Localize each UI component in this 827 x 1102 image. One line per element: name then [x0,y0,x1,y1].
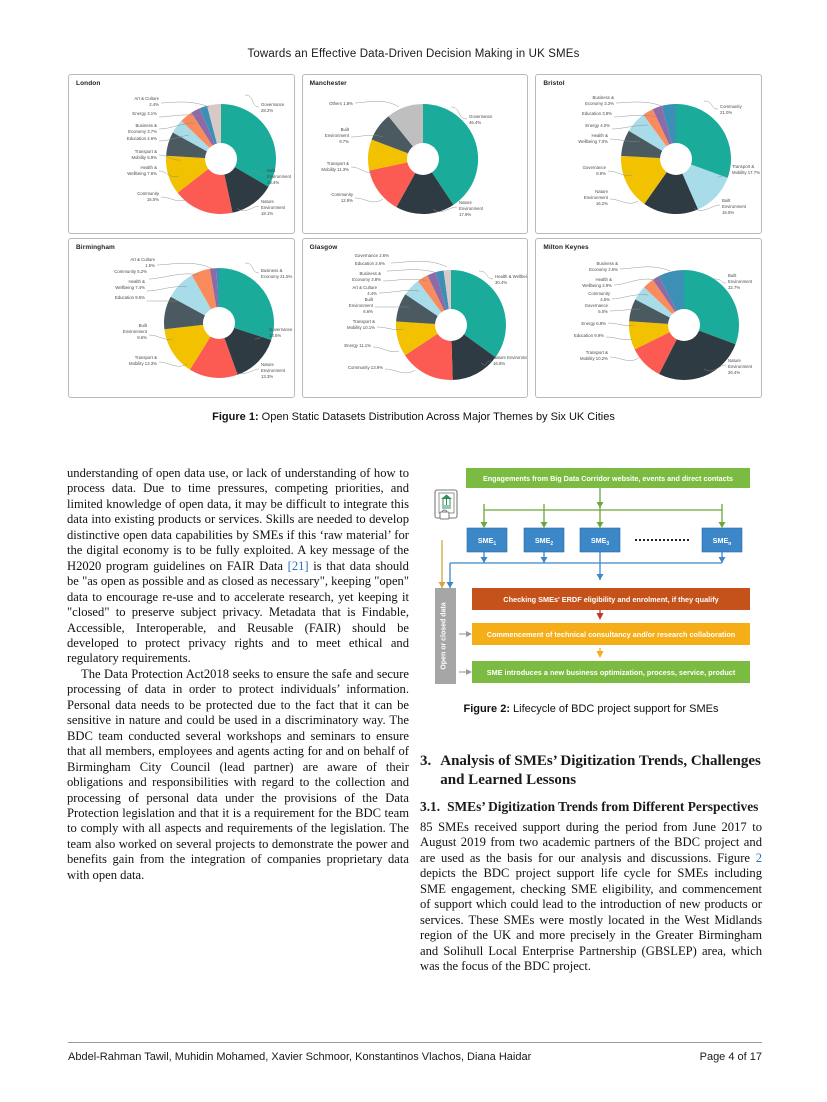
svg-text:2.4%: 2.4% [149,102,159,107]
label-glasgow-health: Health & Wellbeing [494,274,531,279]
svg-text:12.9%: 12.9% [340,198,353,203]
svg-text:16.2%: 16.2% [596,201,609,206]
node-open-or-closed-data-label: Open or closed data [440,602,448,670]
citation-21[interactable]: [21] [287,558,309,573]
svg-text:Environment: Environment [261,368,286,373]
left-para-1-b: is that data should be "as open as possible and as closed as necessary", keeping "open" data to encourage re-use and to accelerate research, yet keeping it "closed" to preserve subject privacy. Metadata that is Findable, Accessible, Interoperable, and Reusable (FAIR) should be developed to protect privacy rights and to meet ethical and regulatory requirements. [67,558,409,666]
label-bristol-community: Community [720,104,743,109]
panel-title-london: London [76,80,101,87]
label-london-business: Business & [135,123,157,128]
label-bristol-transport: Transport & [732,164,755,169]
pie-chart-bristol [536,75,762,234]
svg-text:9.6%: 9.6% [137,335,147,340]
label-london-built: Built [267,168,276,173]
label-birmingham-community: Community 5.2% [114,269,147,274]
pie-chart-birmingham [69,239,295,398]
svg-text:Wellbeing 7.0%: Wellbeing 7.0% [578,139,609,144]
svg-text:1.5%: 1.5% [145,263,155,268]
svg-text:Mobility 5.9%: Mobility 5.9% [131,155,157,160]
left-paragraph-1 [67,466,409,667]
node-engagements-label: Engagements from Big Data Corridor website, events and direct contacts [482,474,734,483]
label-bristol-built: Built [722,198,731,203]
panel-title-glasgow: Glasgow [309,244,338,251]
svg-text:Economy 2.6%: Economy 2.6% [589,267,619,272]
svg-text:Mobility 13.3%: Mobility 13.3% [129,361,157,366]
svg-text:19.4%: 19.4% [267,180,280,185]
label-birmingham-education: Education 9.6% [114,295,145,300]
label-birmingham-art: Art & Culture [130,257,155,262]
svg-text:17.9%: 17.9% [458,212,471,217]
figure-2-diagram [432,462,762,688]
svg-text:Wellbeing 7.6%: Wellbeing 7.6% [127,171,157,176]
svg-text:26.4%: 26.4% [728,370,741,375]
green-connectors [484,488,722,524]
svg-text:6.6%: 6.6% [362,309,373,314]
svg-text:5.0%: 5.0% [598,309,609,314]
label-manchester-nature: Nature [458,200,472,205]
svg-text:Environment: Environment [122,329,147,334]
node-eligibility-label: Checking SMEs' ERDF eligibility and enrolment, if they qualify [503,595,719,604]
svg-text:4.4%: 4.4% [366,291,377,296]
svg-text:Environment: Environment [348,303,373,308]
panel-title-milton-keynes: Milton Keynes [543,244,589,251]
svg-text:Environment: Environment [728,279,753,284]
panel-title-manchester: Manchester [309,80,347,87]
label-birmingham-nature: Nature [261,362,274,367]
blue-connectors [450,552,722,588]
gray-arrowhead-1 [466,631,472,637]
label-glasgow-governance: Governance 2.6% [354,253,389,258]
svg-text:9.7%: 9.7% [338,139,349,144]
panel-title-birmingham: Birmingham [76,244,115,251]
document-lock-icon [435,490,457,519]
label-london-energy: Energy 3.1% [132,111,157,116]
figure-2-caption-text: Lifecycle of BDC project support for SMEs [509,703,719,715]
figure-2 [432,462,762,688]
svg-text:Mobility 10.1%: Mobility 10.1% [346,325,375,330]
right-paragraph-1 [420,820,762,975]
pie-chart-glasgow [303,239,529,398]
label-glasgow-education: Education 2.6% [354,261,385,266]
label-bristol-education: Education 3.8% [582,111,613,116]
figure-2-caption-label: Figure 2: [463,703,510,715]
running-head: Towards an Effective Data-Driven Decision Making in UK SMEs [247,48,580,60]
svg-text:32.7%: 32.7% [728,285,741,290]
label-glasgow-business: Business & [359,271,381,276]
left-column [67,466,409,883]
svg-text:4.5%: 4.5% [600,297,611,302]
figure-2-caption [420,703,762,715]
gray-side-connectors [459,634,468,672]
panel-title-bristol: Bristol [543,80,565,87]
svg-text:30.4%: 30.4% [494,280,507,285]
figure-1-caption-label: Figure 1: [212,411,259,423]
svg-text:Environment: Environment [261,205,286,210]
label-glasgow-art: Art & Culture [352,285,377,290]
left-para-1-a: understanding of open data use, or lack of understanding of how to process data. Due to time pressures, competing priorities, and limited knowledge of open data, it may be difficult to integrate this data into existing products or services. Skills are needed to develop distinctive open data capabilities by SMEs if this ‘raw material’ for the digital economy is to be fully exploited. A key message of the H2020 program guidelines on FAIR Data [67,466,409,573]
label-manchester-transport: Transport & [326,161,349,166]
svg-text:Mobility 10.2%: Mobility 10.2% [580,356,609,361]
svg-text:18.1%: 18.1% [261,211,274,216]
label-london-health: Health & [140,165,157,170]
section-heading-3 [420,752,762,790]
figure-1-caption [0,411,827,423]
svg-text:16.5%: 16.5% [722,210,735,215]
tan-arrowhead [439,582,446,588]
label-london-nature: Nature [261,199,274,204]
label-glasgow-energy: Energy 11.1% [343,343,371,348]
svg-text:Economy 21.5%: Economy 21.5% [261,274,293,279]
pie-panel-london [68,74,295,234]
svg-text:Mobility 17.7%: Mobility 17.7% [732,170,761,175]
label-london-transport: Transport & [134,149,157,154]
label-manchester-built: Built [340,127,349,132]
svg-text:Environment: Environment [267,174,292,179]
pie-panel-manchester [302,74,529,234]
label-manchester-governance: Governance [468,114,493,119]
footer-rule [68,1042,762,1043]
label-bristol-governance: Governance [582,165,607,170]
label-bristol-energy: Energy 4.0% [585,123,611,128]
label-birmingham-built: Built [138,323,147,328]
svg-text:Economy 3.7%: Economy 3.7% [128,129,157,134]
label-bristol-health: Health & [591,133,609,138]
svg-text:Environment: Environment [458,206,483,211]
label-mk-health: Health & [595,277,613,282]
node-sme-2-label: $SME_2$ [534,536,554,547]
svg-text:Mobility 11.3%: Mobility 11.3% [321,167,349,172]
subsection-number: 3.1. [420,799,441,814]
green-arrowheads [481,502,726,528]
pie-chart-london [69,75,295,234]
svg-text:13.3%: 13.3% [261,374,274,379]
label-manchester-community: Community [330,192,353,197]
svg-text:Environment: Environment [728,364,753,369]
blue-arrowheads [447,557,726,588]
label-mk-transport: Transport & [586,350,609,355]
label-bristol-business: Business & [592,95,615,100]
node-sme-3-label: $SME_3$ [590,536,610,547]
svg-text:46.4%: 46.4% [468,120,481,125]
node-sme-n-label: $SME_n$ [712,536,732,547]
svg-text:Environment: Environment [584,195,609,200]
label-london-community: Community [137,191,159,196]
label-glasgow-nature: Nature Environment [492,355,531,360]
label-mk-built: Built [728,273,737,278]
svg-text:Environment: Environment [324,133,349,138]
left-paragraph-2: The Data Protection Act2018 seeks to ensure the safe and secure processing of data in order to protect individuals’ information. Personal data needs to be protected due to the fact that it can be sensitive in nature and could be used in a discriminatory way. The BDC team conducted several workshops and seminars to ensure that all members, employees and agents acting for and on behalf of Birmingham City Council (lead partner) are aware of their obligations and responsibilities with regard to the collection and processing of personal data under the provisions of the Data Protection legislation and that it is a requirement for the BDC team to comply with all aspects and requirements of the legislation. The team also worked on several projects to demonstrate the power and benefits gain from the integration of companies proprietary data with open data. [67,666,409,882]
label-mk-governance: Governance [584,303,609,308]
subsection-title: SMEs’ Digitization Trends from Different Perspectives [447,799,759,814]
node-introduces-label: SME introduces a new business optimization, process, service, product [486,668,736,677]
label-glasgow-built: Built [364,297,373,302]
section-title: Analysis of SMEs’ Digitization Trends, Challenges and Learned Lessons [440,753,761,788]
pie-chart-milton-keynes [536,239,762,398]
svg-text:Wellbeing 7.4%: Wellbeing 7.4% [115,285,145,290]
label-mk-business: Business & [596,261,619,266]
red-arrowhead [597,613,604,620]
label-birmingham-business: Business & [261,268,283,273]
svg-text:28.2%: 28.2% [261,108,274,113]
gray-arrowhead-2 [466,669,472,675]
svg-text:Wellbeing 2.9%: Wellbeing 2.9% [582,283,613,288]
label-mk-community: Community [588,291,611,296]
subsection-heading-3-1 [420,798,762,815]
svg-text:21.0%: 21.0% [720,110,733,115]
section-number: 3. [420,753,432,769]
svg-text:8.9%: 8.9% [596,171,607,176]
pie-panel-milton-keynes [535,238,762,398]
figure-1-row-top [68,74,762,234]
label-glasgow-community: Community 13.9% [347,365,383,370]
figure-2-reference[interactable]: 2 [755,850,762,865]
label-bristol-nature: Nature [595,189,609,194]
right-column [420,752,762,987]
label-mk-education: Education 9.9% [574,333,605,338]
label-mk-nature: Nature [728,358,742,363]
right-para-b: depicts the BDC project support life cycle for SMEs including SME engagement, checking SME eligibility, and commencement of support which could lead to the introduction of new products or services. These SMEs were mostly located in the West Midlands region of the UK and more precisely in the Greater Birmingham and Solihull Local Enterprise Partnership (GBSLEP) area, which was the focus of the BDC project. [420,866,762,974]
svg-text:18.5%: 18.5% [269,333,282,338]
svg-text:Economy 3.3%: Economy 3.3% [585,101,615,106]
svg-text:Environment: Environment [722,204,747,209]
label-mk-energy: Energy 6.8% [581,321,607,326]
label-london-education: Education 4.6% [126,136,157,141]
pie-panel-glasgow [302,238,529,398]
node-sme-1-label: $SME_1$ [477,536,497,547]
label-birmingham-health: Health & [128,279,145,284]
footer-authors: Abdel-Rahman Tawil, Muhidin Mohamed, Xavier Schmoor, Konstantinos Vlachos, Diana Haidar [68,1051,532,1063]
pie-chart-manchester [303,75,529,234]
node-commencement-label: Commencement of technical consultancy and/or research collaboration [486,630,736,639]
pie-panel-bristol [535,74,762,234]
label-manchester-others: Others 1.8% [328,101,353,106]
label-birmingham-governance: Governance [269,327,293,332]
figure-1-caption-text: Open Static Datasets Distribution Across Major Themes by Six UK Cities [258,411,615,423]
label-glasgow-transport: Transport & [352,319,375,324]
amber-arrowhead [597,651,604,658]
pie-panel-birmingham [68,238,295,398]
figure-1-row-bottom [68,238,762,398]
label-london-governance: Governance [261,102,285,107]
label-london-art: Art & Culture [134,96,159,101]
svg-text:Economy 3.8%: Economy 3.8% [351,277,381,282]
svg-text:16.8%: 16.8% [492,361,505,366]
figure-1 [68,74,762,398]
right-para-a: 85 SMEs received support during the period from June 2017 to August 2019 from two academic partners of the BDC project and are used as the basis for our analysis and discussions. Figure [420,820,762,865]
svg-text:15.0%: 15.0% [146,197,159,202]
footer-page-number: Page 4 of 17 [699,1051,762,1063]
label-birmingham-transport: Transport & [134,355,157,360]
